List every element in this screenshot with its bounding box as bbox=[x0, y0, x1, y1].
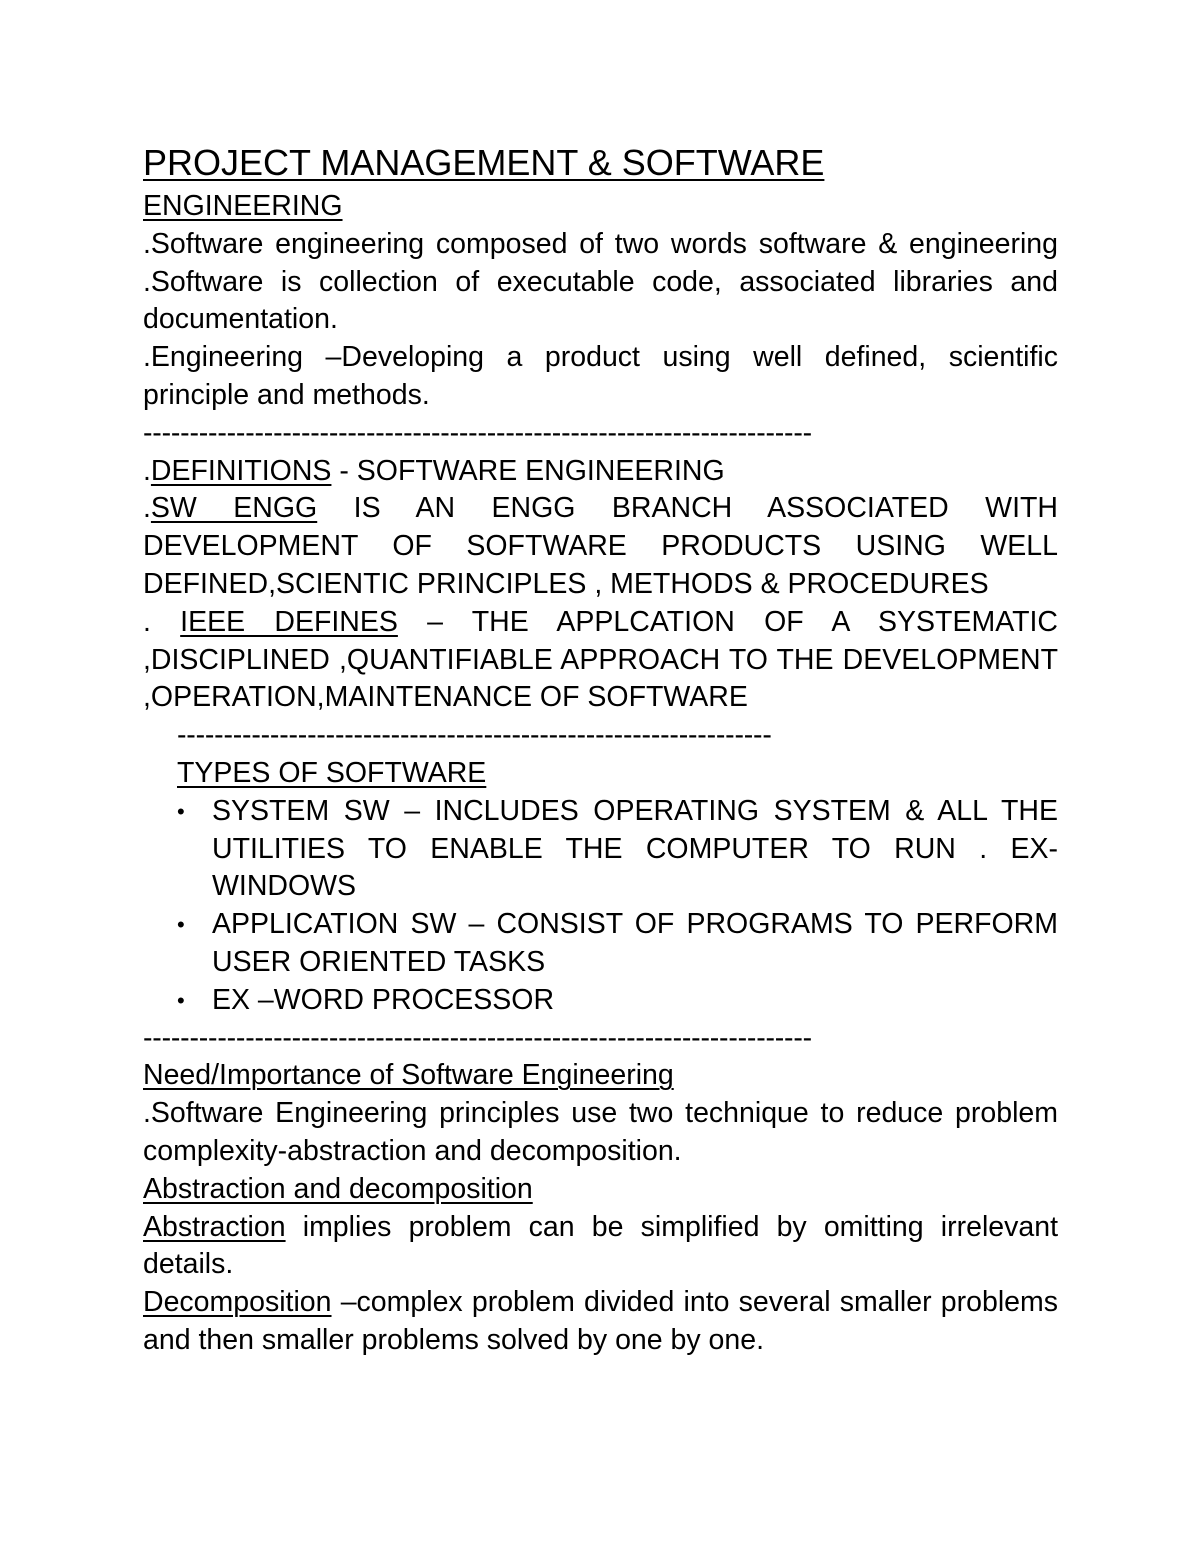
document-page bbox=[143, 138, 1058, 1360]
abstraction-term: Abstraction bbox=[143, 1210, 286, 1243]
list-item bbox=[177, 793, 1058, 906]
decomposition-term: Decomposition bbox=[143, 1286, 332, 1319]
definitions-heading-rest: - SOFTWARE ENGINEERING bbox=[331, 454, 725, 487]
definitions-heading-line bbox=[143, 453, 1058, 491]
separator-3: ------------------------------------------------------------------------ bbox=[143, 1021, 812, 1054]
sw-engg-prefix: . bbox=[143, 492, 151, 525]
abstraction-decomposition-heading: Abstraction and decomposition bbox=[143, 1172, 533, 1205]
title-line-1: PROJECT MANAGEMENT & SOFTWARE bbox=[143, 142, 825, 183]
sw-engg-definition bbox=[143, 490, 1058, 603]
types-list bbox=[143, 793, 1058, 1020]
abstraction-decomposition-heading-line bbox=[143, 1171, 1058, 1209]
ieee-term: IEEE DEFINES bbox=[180, 605, 398, 638]
bullet-icon: • bbox=[177, 798, 185, 824]
ieee-prefix: . bbox=[143, 605, 181, 638]
bullet-icon: • bbox=[177, 912, 185, 938]
list-item bbox=[177, 982, 1058, 1020]
page-title bbox=[143, 138, 1058, 226]
intro-paragraph-1: .Software engineering composed of two words software & engineering .Software is collection of executable code, associated libraries and documentation. bbox=[143, 227, 1058, 336]
list-item-text: SYSTEM SW – INCLUDES OPERATING SYSTEM & ALL THE UTILITIES TO ENABLE THE COMPUTER TO RUN . EX- WINDOWS bbox=[212, 794, 1058, 903]
list-item-text: APPLICATION SW – CONSIST OF PROGRAMS TO PERFORM USER ORIENTED TASKS bbox=[212, 908, 1058, 978]
bullet-icon: • bbox=[177, 987, 185, 1013]
need-heading: Need/Importance of Software Engineering bbox=[143, 1059, 674, 1092]
separator-1: ------------------------------------------------------------------------ bbox=[143, 416, 812, 449]
list-item bbox=[177, 906, 1058, 982]
need-heading-line bbox=[143, 1057, 1058, 1095]
decomposition-text: –complex problem divided into several smaller problems and then smaller problems solved by one by one. bbox=[143, 1286, 1058, 1356]
intro-paragraph-2: .Engineering –Developing a product using well defined, scientific principle and methods. bbox=[143, 341, 1058, 411]
types-heading-line bbox=[143, 755, 1058, 793]
list-item-text: EX –WORD PROCESSOR bbox=[212, 983, 555, 1016]
sw-engg-term: SW ENGG bbox=[150, 492, 318, 525]
need-paragraph: .Software Engineering principles use two technique to reduce problem complexity-abstraction and decomposition. bbox=[143, 1097, 1058, 1167]
decomposition-paragraph bbox=[143, 1284, 1058, 1360]
definitions-prefix: . bbox=[143, 454, 151, 487]
abstraction-paragraph bbox=[143, 1209, 1058, 1285]
ieee-text: – THE APPLCATION OF A SYSTEMATIC ,DISCIPLINED ,QUANTIFIABLE APPROACH TO THE DEVELOPMENT ,OPERATION,MAINTENANCE OF SOFTWARE bbox=[143, 605, 1058, 714]
sw-engg-text: IS AN ENGG BRANCH ASSOCIATED WITH DEVELOPMENT OF SOFTWARE PRODUCTS USING WELL DEFINED,SCIENTIC PRINCIPLES , METHODS & PROCEDURES bbox=[143, 492, 1058, 600]
definitions-heading: DEFINITIONS bbox=[150, 454, 332, 487]
ieee-definition bbox=[143, 604, 1058, 717]
types-heading: TYPES OF SOFTWARE bbox=[177, 756, 487, 789]
abstraction-text: implies problem can be simplified by omitting irrelevant details. bbox=[143, 1210, 1058, 1281]
title-line-2: ENGINEERING bbox=[143, 190, 343, 222]
separator-2: ---------------------------------------------------------------- bbox=[177, 719, 772, 752]
